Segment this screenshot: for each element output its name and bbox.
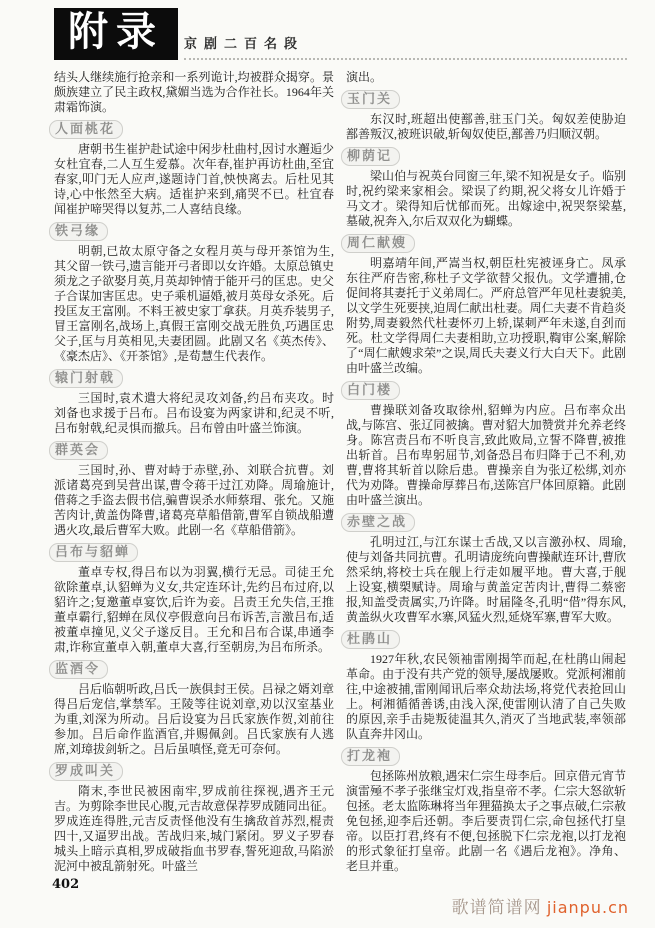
section-heading: 吕布与貂蝉 bbox=[49, 543, 138, 562]
two-column-text bbox=[54, 70, 626, 874]
section-heading: 罗成叫关 bbox=[49, 762, 123, 781]
section-heading: 玉门关 bbox=[341, 90, 400, 109]
section bbox=[346, 90, 626, 142]
section-heading: 杜鹃山 bbox=[341, 630, 400, 649]
series-title: 京剧二百名段 bbox=[184, 36, 305, 51]
section bbox=[54, 222, 334, 364]
right-column bbox=[346, 70, 626, 874]
section-body: 吕后临朝听政,吕氏一族俱封王侯。吕禄之婿刘章得吕后宠信,掌禁军。王陵等往说刘章,劝以汉室基业为重,刘深为所动。吕后设宴为吕氏家族作贺,刘前往参加。吕后命作监酒官,并赐佩剑。吕氏家族有人逃席,刘璋拔剑斩之。吕后虽嗔怪,竟无可奈何。 bbox=[54, 682, 334, 756]
section-body: 东汉时,班超出使鄯善,驻玉门关。匈奴差使胁迫鄯善叛汉,被班识破,斩匈奴使臣,鄯善乃归顺汉朝。 bbox=[346, 112, 626, 141]
page-header bbox=[54, 8, 627, 60]
section bbox=[346, 234, 626, 376]
section-heading: 赤壁之战 bbox=[341, 513, 415, 532]
section-heading: 群英会 bbox=[49, 441, 108, 460]
section bbox=[346, 381, 626, 508]
watermark-site-url: jianpu.cn bbox=[546, 898, 629, 917]
header-dotted-rule bbox=[184, 33, 627, 60]
section-body: 包拯陈州放粮,遇宋仁宗生母李后。回京借元宵节演雷殛不孝子张继宝灯戏,指皇帝不孝。仁宗大怒欲斩包拯。老太监陈琳将当年狸猫换太子之事点破,仁宗赦免包拯,迎李后还朝。李后要责罚仁宗,命包拯代打皇帝。以臣打君,终有不便,包拯脱下仁宗龙袍,以打龙袍的形式象征打皇帝。此剧一名《遇后龙袍》。净角、老旦并重。 bbox=[346, 769, 626, 873]
appendix-title: 附录 bbox=[54, 8, 178, 60]
section bbox=[346, 513, 626, 625]
section-body: 董卓专权,得吕布以为羽翼,横行无忌。司徒王允欲除董卓,认貂蝉为义女,共定连环计,先约吕布过府,以貂许之;复邀董卓宴饮,后许为妾。吕责王允失信,王推董卓霸行,貂蝉在凤仪亭假意向吕布诉苦,言激吕布,适被董卓撞见,义父子遂反目。王允和吕布合谋,串通李肃,诈称宣董卓入朝,董卓大喜,行至朝房,为吕布所杀。 bbox=[54, 565, 334, 654]
page-number: 402 bbox=[52, 877, 80, 892]
continuation-paragraph: 演出。 bbox=[346, 70, 383, 84]
section bbox=[54, 660, 334, 757]
section-heading: 辕门射戟 bbox=[49, 369, 123, 388]
section-body: 唐朝书生崔护赴试途中闲步杜曲村,因讨水邂逅少女杜宜春,二人互生爱慕。次年春,崔护再访杜曲,至宜春家,叩门无人应声,遂题诗门首,怏怏离去。后杜见其诗,心中怅然至大病。适崔护来到,痛哭不已。杜宜春闻崔护啼哭得以复苏,二人喜结良缘。 bbox=[54, 142, 334, 216]
section-body: 三国时,袁术遣大将纪灵攻刘备,约吕布夹攻。时刘备也求援于吕布。吕布设宴为两家讲和,纪灵不听,吕布射戟,纪灵惧而撤兵。吕布曾由叶盛兰饰演。 bbox=[54, 391, 334, 435]
section bbox=[346, 747, 626, 874]
section-body: 曹操联刘备攻取徐州,貂蝉为内应。吕布率众出战,与陈宫、张辽同被擒。曹对貂大加赞赏并允养老终身。陈宫责吕布不听良言,致此败局,立誓不降曹,被推出斩首。吕布卑躬屈节,刘备恐吕布归降于己不利,劝曹,曹将其斩首以除后患。曹操亲自为张辽松绑,刘亦代为劝降。曹操命厚葬吕布,送陈宫尸体回原籍。此剧由叶盛兰演出。 bbox=[346, 403, 626, 507]
section-body: 明嘉靖年间,严嵩当权,朝臣杜宪被诬身亡。凤承东往严府告密,称杜子文学欲替父报仇。文学遭捕,仓促间将其妻托于义弟周仁。严府总管严年见杜妻貌美,以文学生死要挟,迫周仁献出杜妻。周仁夫妻不肯趋炎附势,周妻毅然代杜妻怀刃上轿,谋刺严年未遂,自刭而死。杜文学得周仁夫妻相助,立功授职,鞫审公案,解除了“周仁献嫂求荣”之误,周氏夫妻义行大白天下。此剧由叶盛兰改编。 bbox=[346, 256, 626, 375]
section-body: 隋末,李世民被困南牢,罗成前往探视,遇齐王元吉。为剪除李世民心腹,元吉故意保荐罗成随同出征。罗成连连得胜,元吉反责怪他没有生擒敌首苏烈,棍责四十,又逼罗出战。苦战归来,城门紧闭。罗义子罗春城头上暗示真相,罗成破指血书罗春,誓死迎敌,马陷淤泥河中被乱箭射死。叶盛兰 bbox=[54, 784, 334, 873]
section bbox=[346, 147, 626, 229]
watermark bbox=[452, 893, 629, 918]
section-heading: 白门楼 bbox=[341, 381, 400, 400]
section bbox=[54, 441, 334, 538]
section-heading: 柳荫记 bbox=[341, 147, 400, 166]
section-heading: 铁弓缘 bbox=[49, 222, 108, 241]
continuation-paragraph: 结头人继续施行抢亲和一系列诡计,均被群众揭穿。景颇族建立了民主政权,黛媚当选为合作社长。1964年关肃霜饰演。 bbox=[54, 70, 334, 114]
section bbox=[54, 120, 334, 217]
watermark-site-name: 歌谱简谱网 bbox=[451, 898, 542, 917]
section-heading: 打龙袍 bbox=[341, 747, 400, 766]
section bbox=[346, 630, 626, 742]
section-body: 三国时,孙、曹对峙于赤壁,孙、刘联合抗曹。刘派诸葛亮到吴营出谋,曹令蒋干过江劝降。周瑜施计,借蒋之手盗去假书信,骗曹误杀水师蔡瑁、张允。又施苦肉计,黄盖伪降曹,诸葛亮草船借箭,曹军自锁战船遭遇火攻,最后曹军大败。此剧一名《草船借箭》。 bbox=[54, 463, 334, 537]
section bbox=[54, 543, 334, 655]
section-body: 孔明过江,与江东谋士舌战,又以言激孙权、周瑜,使与刘备共同抗曹。孔明请庞统向曹操献连环计,曹欣然采纳,将校士兵在舰上行走如履平地。曹大喜,于舰上设宴,横槊赋诗。周瑜与黄盖定苦肉计,曹得二蔡密报,知盖受责属实,乃许降。时届隆冬,孔明“借”得东风,黄盖纵火攻曹军水寨,风猛火烈,延烧军寨,曹军大败。 bbox=[346, 535, 626, 624]
section-heading: 人面桃花 bbox=[49, 120, 123, 139]
section-body: 1927年秋,农民领袖雷刚揭竿而起,在杜鹃山闹起革命。由于没有共产党的领导,屡战屡败。党派柯湘前往,中途被捕,雷刚闻讯后率众劫法场,将党代表抢回山上。柯湘循循善诱,由浅入深,使雷刚认清了自己失败的原因,亲手击毙叛徒温其久,消灭了当地武装,率领部队直奔井冈山。 bbox=[346, 652, 626, 741]
section-heading: 周仁献嫂 bbox=[341, 234, 415, 253]
section bbox=[54, 369, 334, 436]
section-heading: 监酒令 bbox=[49, 660, 108, 679]
section bbox=[54, 762, 334, 874]
section-body: 明朝,已故太原守备之女程月英与母开茶馆为生,其父留一铁弓,遗言能开弓者即以女许婚。太原总镇史须龙之子欲娶月英,月英却钟情于能开弓的匡忠。史父子合谋加害匡忠。史子乘机逼婚,被月英母女杀死。后投匡友王富刚。不料王被史家丁拿获。月英乔装男子,冒王富刚名,战场上,真假王富刚交战无胜负,巧遇匡忠父子,匡与月英相见,夫妻团圆。此剧又名《英杰传》、《豪杰店》、《开茶馆》,是荀慧生代表作。 bbox=[54, 244, 334, 363]
left-column bbox=[54, 70, 334, 874]
section-body: 梁山伯与祝英台同窗三年,梁不知祝是女子。临别时,祝约梁来家相会。梁误了约期,祝父将女儿许婚于马文才。梁得知后忧郁而死。出嫁途中,祝哭祭梁墓,墓破,祝奔入,尔后双双化为蝴蝶。 bbox=[346, 169, 626, 228]
